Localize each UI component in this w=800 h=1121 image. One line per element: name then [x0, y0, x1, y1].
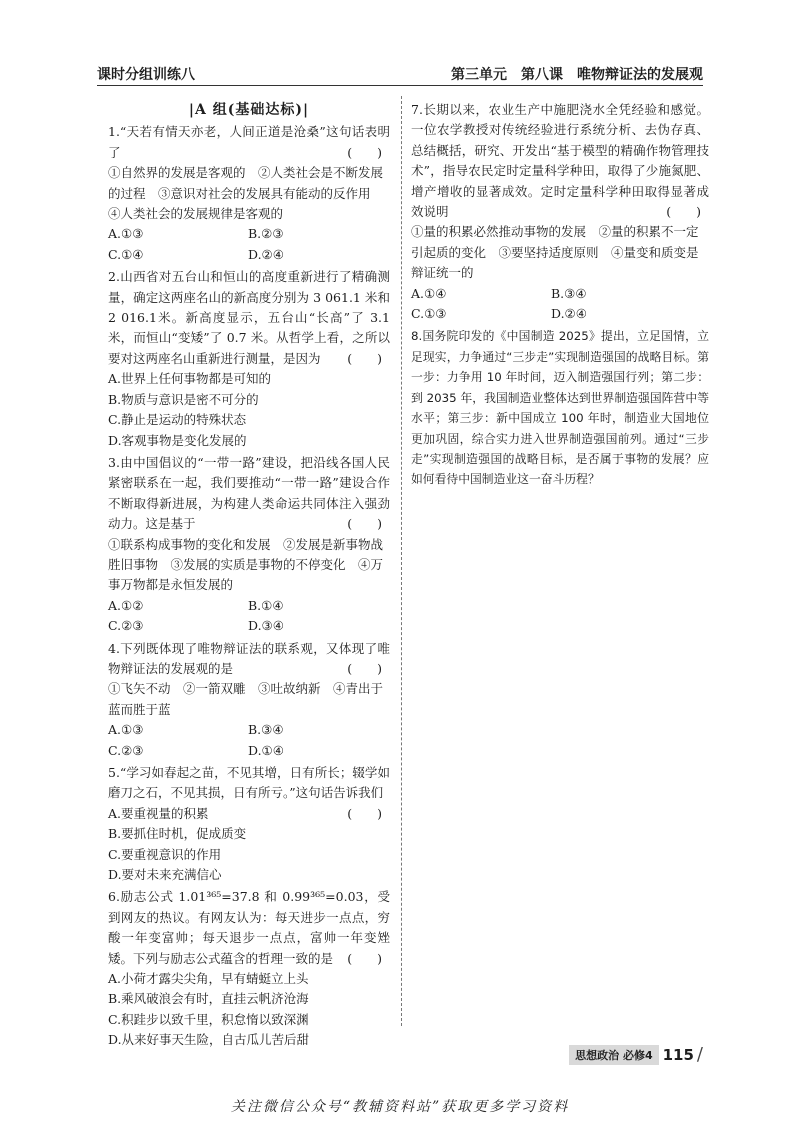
choice-c: C.要重视意识的作用 [108, 846, 222, 862]
choice-grid [108, 720, 390, 761]
question-text: 2.山西省对五台山和恒山的高度重新进行了精确测量，确定这两座名山的新高度分别为 3 061.1 米和 2 016.1米。新高度显示，五台山“长高”了 3.1 米，而恒山“变矮”了 0.7 米。从哲学上看，之所以要对这两座名山重新进行测量，是因为 [108, 269, 390, 366]
question-options: ①量的积累必然推动事物的发展 ②量的积累不一定引起质的变化 ③要坚持适度原则 ④量变和质变是辩证统一的 [411, 224, 699, 281]
choice-d: D.①④ [248, 742, 284, 758]
page-slash: / [696, 1044, 703, 1065]
choice-a: A.世界上任何事物都是可知的 [108, 371, 272, 387]
question-8 [411, 326, 709, 489]
left-column [108, 100, 390, 1053]
choice-a: A.①③ [108, 722, 144, 738]
question-text: 1.“天若有情天亦老，人间正道是沧桑”这句话表明了 [108, 124, 390, 160]
header-divider [97, 85, 703, 86]
choice-d: D.要对未来充满信心 [108, 867, 222, 883]
answer-paren: ( ) [347, 660, 382, 676]
answer-paren: ( ) [347, 950, 382, 966]
choice-list [108, 969, 390, 1051]
right-column [411, 100, 709, 492]
header-right-title: 第三单元 第八课 唯物辩证法的发展观 [451, 67, 703, 83]
choice-c: C.①④ [108, 246, 144, 262]
question-text: 8.国务院印发的《中国制造 2025》提出，立足国情，立足现实，力争通过“三步走”实现制造强国的战略目标。第一步：力争用 10 年时间，迈入制造强国行列；第二步：到 2035 年，我国制造业整体达到世界制造强国阵营中等水平；第三步：新中国成立 100 年时，制造业大国地位更加巩固，综合实力进入世界制造强国前列。通过“三步走”实现制造强国的战略目标，是否属于事物的发展？应如何看待中国制造业这一奋斗历程？ [411, 329, 709, 487]
choice-d: D.客观事物是变化发展的 [108, 432, 247, 448]
choice-a: A.①③ [108, 226, 144, 242]
question-text: 5.“学习如春起之苗，不见其增，日有所长；辍学如磨刀之石，不见其损，日有所亏。”这句话告诉我们 [108, 765, 390, 801]
choice-grid [108, 596, 390, 637]
question-3 [108, 453, 390, 637]
answer-paren: ( ) [347, 144, 382, 160]
choice-b: B.乘风破浪会有时，直挂云帆济沧海 [108, 991, 309, 1007]
choice-d: D.②④ [551, 306, 587, 322]
choice-list [108, 804, 347, 886]
header-left-title: 课时分组训练八 [97, 67, 195, 83]
choice-grid [108, 224, 390, 265]
footer-badge [569, 1044, 703, 1065]
choice-c: C.积跬步以致千里，积怠惰以致深渊 [108, 1011, 309, 1027]
choice-b: B.要抓住时机，促成质变 [108, 826, 247, 842]
question-options: ①联系构成事物的变化和发展 ②发展是新事物战胜旧事物 ③发展的实质是事物的不停变化 ④万事万物都是永恒发展的 [108, 536, 384, 593]
choice-list [108, 369, 390, 451]
choice-b: B.①④ [248, 597, 284, 613]
column-divider [401, 96, 402, 1026]
choice-a: A.要重视量的积累 [108, 805, 209, 821]
question-text: 4.下列既体现了唯物辩证法的联系观，又体现了唯物辩证法的发展观的是 [108, 640, 390, 676]
choice-b: B.③④ [551, 285, 587, 301]
answer-paren: ( ) [666, 204, 701, 220]
choice-a: A.①④ [411, 285, 447, 301]
choice-d: D.从来好事天生险，自古瓜儿苦后甜 [108, 1032, 310, 1048]
question-options: ①飞矢不动 ②一箭双雕 ③吐故纳新 ④青出于蓝而胜于蓝 [108, 681, 384, 717]
question-text: 7.长期以来，农业生产中施肥浇水全凭经验和感觉。一位农学教授对传统经验进行系统分析、去伪存真、总结概括，研究、开发出“基于模型的精确作物管理技术”，指导农民定时定量科学种田，取得了少施氮肥、增产增收的显著成效。定时定量科学种田取得显著成效说明 [411, 102, 709, 220]
choice-c: C.②③ [108, 742, 144, 758]
answer-paren: ( ) [347, 516, 382, 532]
question-6 [108, 887, 390, 1050]
question-text: 6.励志公式 1.01³⁶⁵=37.8 和 0.99³⁶⁵=0.03，受到网友的热议。有网友认为：每天进步一点点，穷酸一年变富帅；每天退步一点点，富帅一年变矬矮。下列与励志公式蕴含的哲理一致的是 [108, 889, 390, 966]
question-5 [108, 763, 390, 885]
answer-paren: ( ) [347, 805, 382, 821]
question-text: 3.由中国倡议的“一带一路”建设，把沿线各国人民紧密联系在一起，我们要推动“一带一路”建设合作不断取得新进展，为构建人类命运共同体注入强劲动力。这是基于 [108, 454, 390, 532]
subject-label: 思想政治 必修4 [569, 1045, 658, 1065]
answer-paren: ( ) [347, 350, 382, 366]
choice-c: C.静止是运动的特殊状态 [108, 412, 247, 428]
question-7 [411, 100, 709, 324]
choice-b: B.②③ [248, 226, 284, 242]
question-options: ①自然界的发展是客观的 ②人类社会是不断发展的过程 ③意识对社会的发展具有能动的反作用 ④人类社会的发展规律是客观的 [108, 165, 384, 222]
choice-a: A.①② [108, 597, 144, 613]
choice-grid [411, 284, 709, 325]
page-number: 115 [662, 1045, 694, 1064]
choice-c: C.①③ [411, 306, 447, 322]
footer-promo-note: 关注微信公众号“教辅资料站”获取更多学习资料 [230, 1099, 570, 1115]
question-2 [108, 267, 390, 451]
choice-a: A.小荷才露尖尖角，早有蜻蜓立上头 [108, 971, 309, 987]
group-title: |A 组(基础达标)| [188, 102, 310, 118]
choice-b: B.③④ [248, 722, 284, 738]
choice-c: C.②③ [108, 618, 144, 634]
choice-d: D.②④ [248, 246, 284, 262]
choice-b: B.物质与意识是密不可分的 [108, 391, 259, 407]
question-4 [108, 639, 390, 761]
choice-d: D.③④ [248, 618, 284, 634]
question-1 [108, 122, 390, 265]
